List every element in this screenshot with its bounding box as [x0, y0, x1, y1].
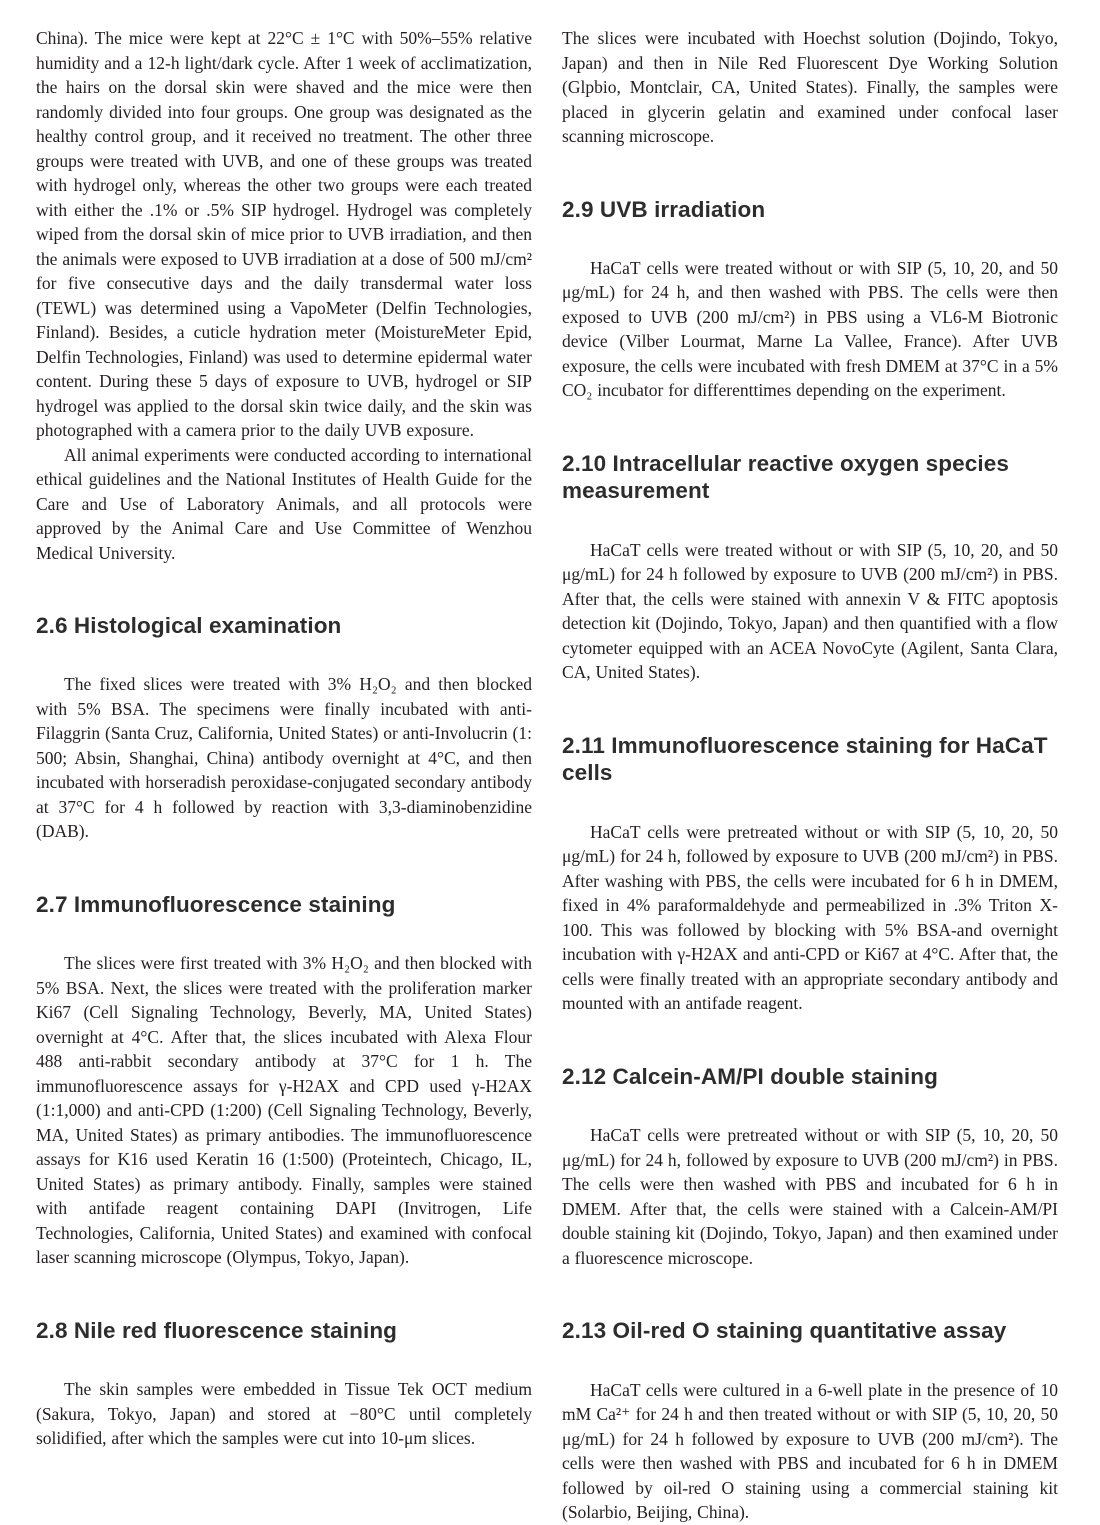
section-heading-2-9-uvb-irradiation: 2.9 UVB irradiation — [562, 196, 766, 222]
paragraph-uvb-irradiation: HaCaT cells were treated without or with SIP (5, 10, 20, and 50 μg/mL) for 24 h, and then washed with PBS. The cells were then exposed to UVB (200 mJ/cm²) in PBS using a VL6-M Biotronic device (Vilber Lourmat, Marne La Vallee, France). After UVB exposure, the cells were incubated with fresh DMEM at 37°C in a 5% CO₂ incubator for differenttimes depending on the experiment. — [562, 257, 1058, 401]
paragraph-immunofluorescence-hacat: HaCaT cells were pretreated without or with SIP (5, 10, 20, 50 μg/mL) for 24 h, followed by exposure to UVB (200 mJ/cm²) in PBS. After washing with PBS, the cells were incubated for 6 h in DMEM, fixed in 4% paraformaldehyde and permeabilized in .3% Triton X-100. This was followed by blocking with 5% BSA-and overnight incubation with γ-H2AX and anti-CPD or Ki67 at 4°C. After that, the cells were finally treated with an appropriate secondary antibody and mounted with an antifade reagent. — [562, 821, 1058, 1014]
paragraph-animal-treatment-continued: China). The mice were kept at 22°C ± 1°C with 50%–55% relative humidity and a 12-h light/dark cycle. After 1 week of acclimatization, the hairs on the dorsal skin were shaved and the mice were then randomly divided into four groups. One group was designated as the healthy control group, and it received no treatment. The other three groups were treated with UVB, and one of these groups was treated with hydrogel only, whereas the other two groups were each treated with either the .1% or .5% SIP hydrogel. Hydrogel was completely wiped from the dorsal skin of mice prior to UVB irradiation, and then the animals were exposed to UVB irradiation at a dose of 500 mJ/cm² for five consecutive days and the daily transdermal water loss (TEWL) was determined using a VapoMeter (Delfin Technologies, Finland). Besides, a cuticle hydration meter (MoistureMeter Epid, Delfin Technologies, Finland) was used to determine epidermal water content. During these 5 days of exposure to UVB, hydrogel or SIP hydrogel was applied to the dorsal skin twice daily, and the skin was photographed with a camera prior to the daily UVB exposure. — [36, 28, 532, 440]
paragraph-ros-measurement: HaCaT cells were treated without or with SIP (5, 10, 20, and 50 μg/mL) for 24 h followed by exposure to UVB (200 mJ/cm²) in PBS. After that, the cells were stained with annexin V & FITC apoptosis detection kit (Dojindo, Tokyo, Japan) and then quantified with a flow cytometer equipped with an ACEA NovoCyte (Agilent, Santa Clara, CA, United States). — [562, 539, 1058, 683]
section-heading-2-12-calcein-am-pi-double-staining: 2.12 Calcein-AM/PI double staining — [562, 1063, 938, 1089]
left-column — [36, 26, 532, 1488]
paragraph-calcein-am-pi-double-staining: HaCaT cells were pretreated without or with SIP (5, 10, 20, 50 μg/mL) for 24 h, followed by exposure to UVB (200 mJ/cm²) in PBS. The cells were then washed with PBS and incubated for 6 h in DMEM. After that, the cells were stained with a Calcein-AM/PI double staining kit (Dojindo, Tokyo, Japan) and then examined under a fluorescence microscope. — [562, 1125, 1058, 1268]
paragraph-immunofluorescence-staining: The slices were first treated with 3% H₂O₂ and then blocked with 5% BSA. Next, the slices were treated with the proliferation marker Ki67 (Cell Signaling Technology, Beverly, MA, United States) overnight at 4°C. After that, the slices incubated with Alexa Flour 488 anti-rabbit secondary antibody at 37°C for 1 h. The immunofluorescence assays for γ-H2AX and CPD used γ-H2AX (1:1,000) and anti-CPD (1:200) (Cell Signaling Technology, Beverly, MA, United States) as primary antibodies. The immunofluorescence assays for K16 used Keratin 16 (1:500) (Proteintech, Chicago, IL, United States) as primary antibody. Finally, samples were stained with antifade reagent containing DAPI (Invitrogen, Life Technologies, California, United States) and examined with confocal laser scanning microscope (Olympus, Tokyo, Japan). — [36, 953, 532, 1268]
right-column — [562, 26, 1058, 1523]
section-heading-2-8-nile-red-fluorescence-staining: 2.8 Nile red fluorescence staining — [36, 1317, 398, 1343]
section-heading-2-11-immunofluorescence-hacat: 2.11 Immunofluorescence staining for HaCaT cells — [562, 732, 1048, 786]
paragraph-animal-ethics: All animal experiments were conducted according to international ethical guidelines and the National Institutes of Health Guide for the Care and Use of Laboratory Animals, and all protocols were approved by the Animal Care and Use Committee of Wenzhou Medical University. — [36, 444, 532, 563]
paragraph-histological-examination: The fixed slices were treated with 3% H₂O₂ and then blocked with 5% BSA. The specimens were finally incubated with anti-Filaggrin (Santa Cruz, California, United States) or anti-Involucrin (1: 500; Absin, Shanghai, China) antibody overnight at 4°C, and then incubated with horseradish peroxidase-conjugated secondary antibody at 37°C for 4 h followed by reaction with 3,3-diaminobenzidine (DAB). — [36, 674, 532, 842]
paragraph-oil-red-o-assay: HaCaT cells were cultured in a 6-well plate in the presence of 10 mM Ca²⁺ for 24 h and then treated without or with SIP (5, 10, 20, 50 μg/mL) for 24 h followed by exposure to UVB (200 mJ/cm²). The cells were then washed with PBS and incubated for 6 h in DMEM followed by oil-red O staining using a commercial staining kit (Solarbio, Beijing, China). — [562, 1379, 1058, 1523]
section-heading-2-10-ros-measurement: 2.10 Intracellular reactive oxygen species measurement — [562, 450, 1009, 504]
paragraph-nile-red-staining-continued: The slices were incubated with Hoechst solution (Dojindo, Tokyo, Japan) and then in Nile Red Fluorescent Dye Working Solution (Glpbio, Montclair, CA, United States). Finally, the samples were placed in glycerin gelatin and examined under confocal laser scanning microscope. — [562, 28, 1058, 146]
paragraph-nile-red-staining: The skin samples were embedded in Tissue Tek OCT medium (Sakura, Tokyo, Japan) and stored at −80°C until completely solidified, after which the samples were cut into 10-μm slices. — [36, 1379, 532, 1449]
section-heading-2-7-immunofluorescence-staining: 2.7 Immunofluorescence staining — [36, 891, 396, 917]
section-heading-2-6-histological-examination: 2.6 Histological examination — [36, 613, 342, 638]
section-heading-2-13-oil-red-o-assay: 2.13 Oil-red O staining quantitative assay — [562, 1318, 1007, 1344]
